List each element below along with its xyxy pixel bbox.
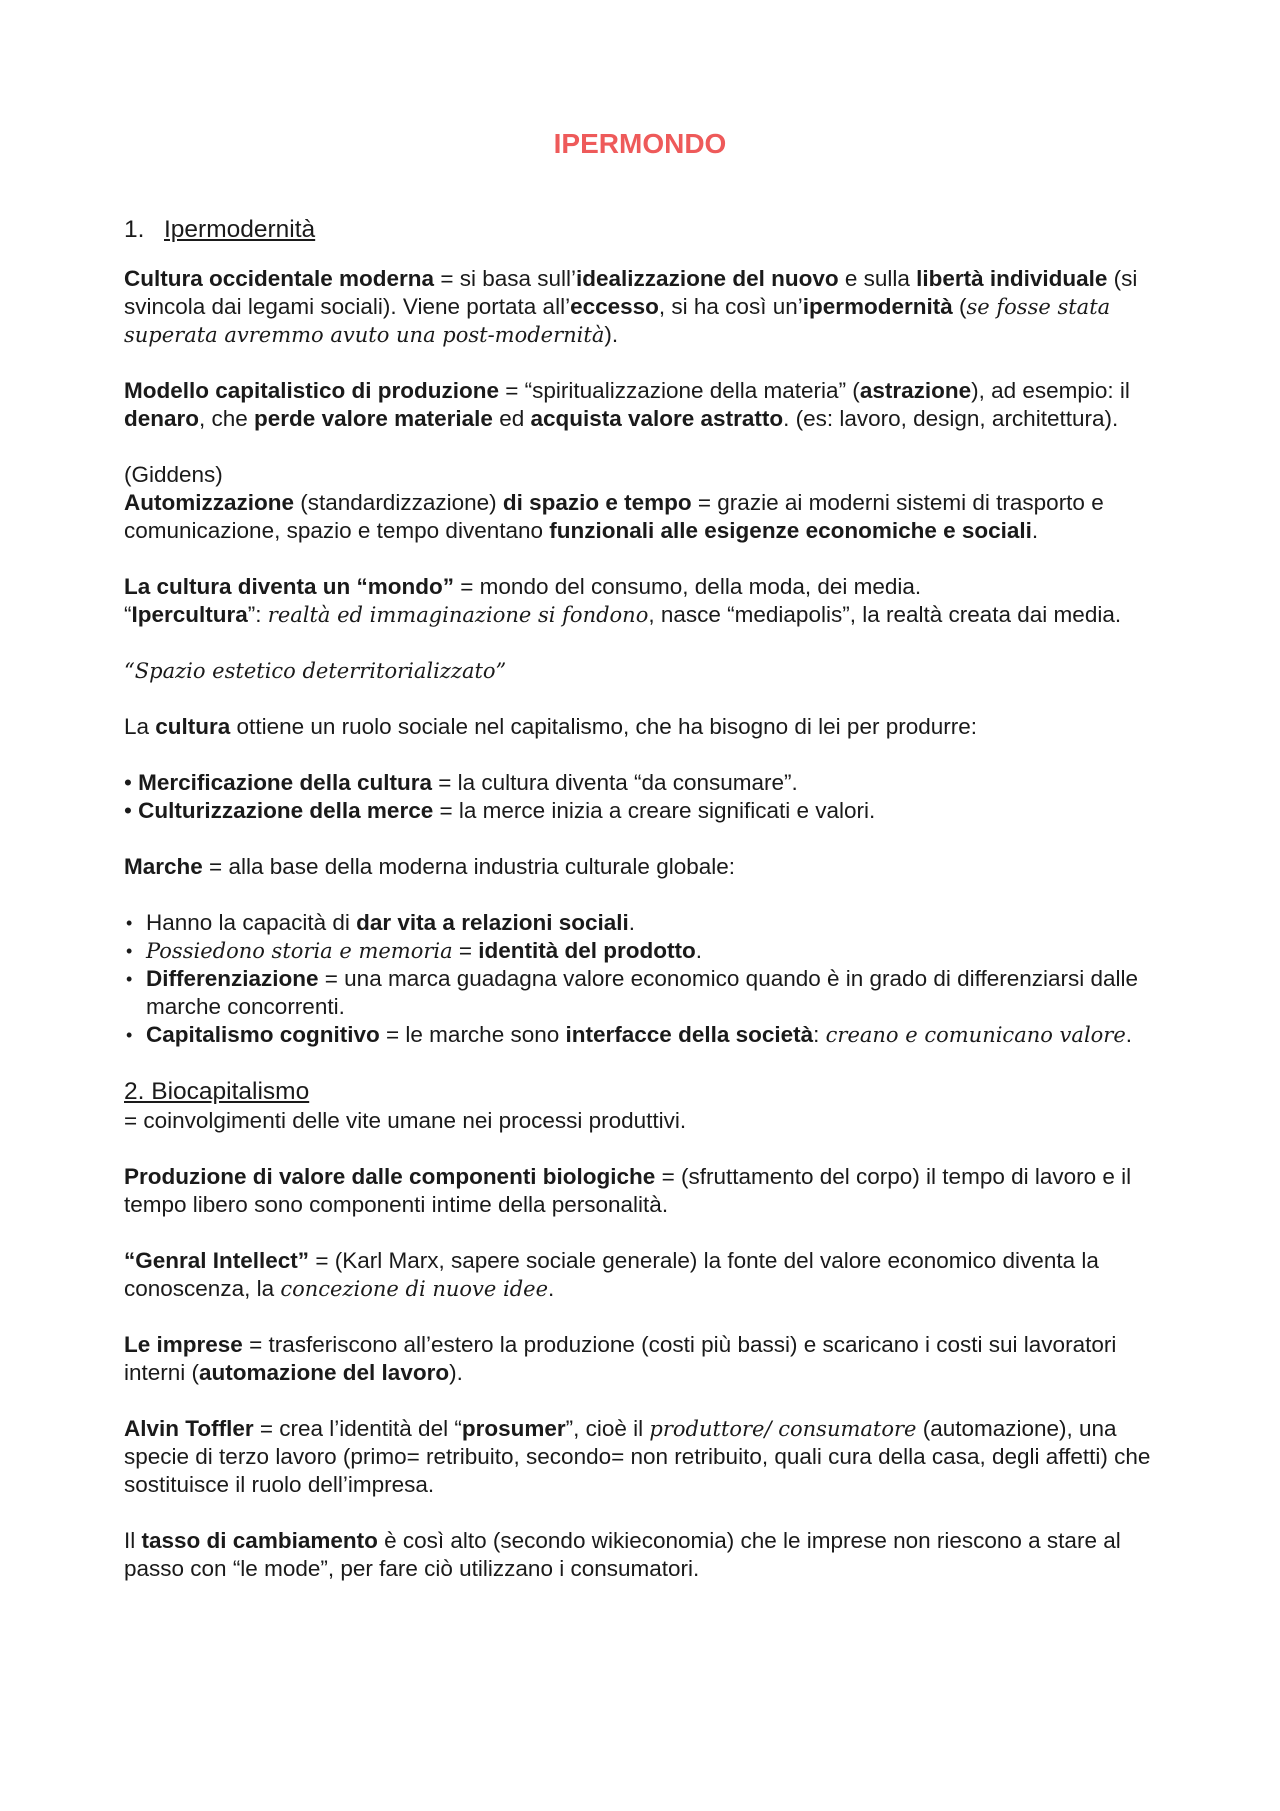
text: ). — [449, 1360, 463, 1385]
text: (Giddens) — [124, 462, 223, 487]
text: ( — [952, 294, 967, 319]
term: Automizzazione — [124, 490, 295, 515]
text: ottiene un ruolo sociale nel capitalismo, che ha bisogno di lei per produrre: — [230, 714, 977, 739]
section-1-title: Ipermodernità — [164, 216, 316, 243]
paragraph-imprese — [124, 1331, 1174, 1387]
term: Marche — [124, 854, 203, 879]
text: (automazione), una specie di terzo lavoro (primo= retribuito, secondo= non retribuito, quali cura della casa, degli affetti) che sostituisce il ruolo dell’impresa. — [124, 1416, 1151, 1497]
text: = le marche sono — [379, 1022, 566, 1047]
text: = mondo del consumo, della moda, dei media. — [454, 574, 922, 599]
paragraph-cultura-mondo — [124, 573, 1174, 629]
term: identità del prodotto — [478, 938, 696, 963]
term: Mercificazione della cultura — [138, 770, 432, 795]
term: tasso di cambiamento — [141, 1528, 378, 1553]
text: . (es: lavoro, design, architettura). — [783, 406, 1119, 431]
text: (standardizzazione) — [294, 490, 503, 515]
term: prosumer — [461, 1416, 566, 1441]
term: idealizzazione del nuovo — [576, 266, 839, 291]
text: = trasferiscono all’estero la produzione (costi più bassi) e scaricano i costi sui lavoratori interni ( — [124, 1332, 1117, 1385]
bullet: • — [124, 798, 139, 823]
paragraph-marche — [124, 853, 1174, 881]
term: Differenziazione — [146, 966, 319, 991]
term: dar vita a relazioni sociali — [356, 910, 629, 935]
text: = “spiritualizzazione della materia” ( — [499, 378, 860, 403]
section-2-heading: 2. Biocapitalismo — [124, 1078, 310, 1105]
term: automazione del lavoro — [199, 1360, 450, 1385]
italic-text: concezione di nuove idee — [280, 1277, 549, 1301]
term: Cultura occidentale moderna — [124, 266, 435, 291]
paragraph-general-intellect — [124, 1247, 1174, 1303]
term: ipermodernità — [802, 294, 953, 319]
text: è così alto (secondo wikieconomia) che le imprese non riescono a stare al passo con “le mode”, per fare ciò utilizzano i consumatori. — [124, 1528, 1121, 1581]
text: = (Karl Marx, sapere sociale generale) la fonte del valore economico diventa la conoscenza, la — [124, 1248, 1099, 1301]
term: Ipercultura — [131, 602, 248, 627]
paragraph-spazio-estetico — [124, 657, 1174, 685]
list-item — [124, 909, 1174, 937]
italic-text: produttore/ consumatore — [649, 1417, 917, 1441]
term: “Genral Intellect” — [124, 1248, 310, 1273]
section-2-definition: = coinvolgimenti delle vite umane nei processi produttivi. — [124, 1108, 687, 1133]
list-item — [124, 798, 875, 823]
term: acquista valore astratto — [530, 406, 784, 431]
section-1-heading — [124, 215, 1174, 245]
list-item — [124, 1021, 1174, 1049]
term: La cultura diventa un “mondo” — [124, 574, 455, 599]
text: ”: — [247, 602, 268, 627]
italic-text: creano e comunicano valore — [825, 1023, 1126, 1047]
text: = una marca guadagna valore economico quando è in grado di differenziarsi dalle marche concorrenti. — [146, 966, 1139, 1019]
text: ). — [604, 322, 619, 347]
text: . — [548, 1276, 555, 1301]
paragraph-modello-capitalistico — [124, 377, 1174, 433]
text: e sulla — [838, 266, 917, 291]
term: eccesso — [570, 294, 659, 319]
paragraph-cultura-occidentale — [124, 265, 1174, 349]
text: (si svincola dai legami sociali). Viene portata all’ — [124, 266, 1138, 319]
term: denaro — [124, 406, 200, 431]
paragraph-tasso-cambiamento — [124, 1527, 1174, 1583]
text: = crea l’identità del “ — [253, 1416, 462, 1441]
text: : — [813, 1022, 826, 1047]
text: = (sfruttamento del corpo) il tempo di lavoro e il tempo libero sono componenti intime della personalità. — [124, 1164, 1132, 1217]
bullet-list-marche — [124, 909, 1174, 1049]
text: Il — [124, 1528, 142, 1553]
text: , si ha così un’ — [658, 294, 803, 319]
list-item — [124, 937, 1174, 965]
bullet-list-cultura — [124, 769, 1174, 825]
paragraph-produzione-valore — [124, 1163, 1174, 1219]
term: libertà individuale — [916, 266, 1108, 291]
text: = si basa sull’ — [434, 266, 577, 291]
term: Capitalismo cognitivo — [146, 1022, 380, 1047]
text: , che — [199, 406, 255, 431]
list-item — [124, 965, 1174, 1021]
text: ), ad esempio: il — [971, 378, 1130, 403]
term: Le imprese — [124, 1332, 243, 1357]
text: , nasce “mediapolis”, la realtà creata dai media. — [648, 602, 1122, 627]
term: Alvin Toffler — [124, 1416, 254, 1441]
italic-text: realtà ed immaginazione si fondono — [267, 603, 649, 627]
text: . — [628, 910, 636, 935]
term: Produzione di valore dalle componenti biologiche — [124, 1164, 656, 1189]
paragraph-alvin-toffler — [124, 1415, 1174, 1499]
term: funzionali alle esigenze economiche e sociali — [549, 518, 1032, 543]
text: ed — [492, 406, 531, 431]
term: perde valore materiale — [254, 406, 493, 431]
term: cultura — [155, 714, 231, 739]
text: = la cultura diventa “da consumare”. — [431, 770, 798, 795]
term: astrazione — [859, 378, 972, 403]
text: . — [1031, 518, 1039, 543]
term: interfacce della società — [565, 1022, 814, 1047]
document-title: IPERMONDO — [553, 128, 727, 159]
text: = grazie ai moderni sistemi di trasporto e comunicazione, spazio e tempo diventano — [124, 490, 1104, 543]
text: = alla base della moderna industria culturale globale: — [202, 854, 736, 879]
bullet: • — [124, 770, 139, 795]
list-item — [124, 770, 798, 795]
text: “ — [124, 602, 132, 627]
section-1-number: 1. — [124, 216, 145, 243]
text: . — [1125, 1022, 1133, 1047]
text: La — [124, 714, 156, 739]
italic-text: Possiedono storia e memoria — [146, 939, 453, 963]
term: di spazio e tempo — [502, 490, 692, 515]
paragraph-giddens — [124, 461, 1174, 545]
text: Hanno la capacità di — [146, 910, 357, 935]
italic-text: se fosse stata superata avremmo avuto una post-modernità — [124, 295, 1111, 347]
text: = — [452, 938, 479, 963]
text: . — [695, 938, 703, 963]
document-body — [124, 215, 1174, 1611]
italic-text: “Spazio estetico deterritorializzato” — [124, 659, 507, 683]
term: Modello capitalistico di produzione — [124, 378, 500, 403]
paragraph-cultura-ruolo — [124, 713, 1174, 741]
term: Culturizzazione della merce — [138, 798, 434, 823]
text: ”, cioè il — [565, 1416, 650, 1441]
text: = la merce inizia a creare significati e valori. — [433, 798, 876, 823]
